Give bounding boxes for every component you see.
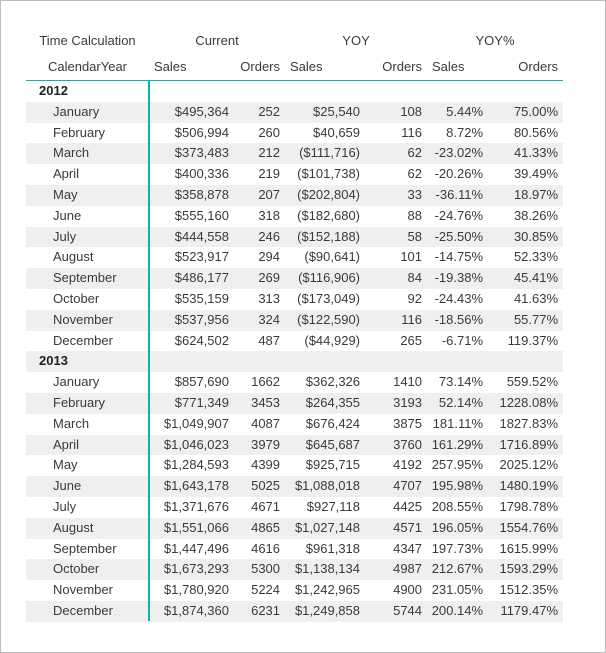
value-cell[interactable]: $1,874,360	[163, 602, 229, 618]
month-row[interactable]	[26, 518, 563, 539]
value-cell[interactable]: 1798.78%	[499, 498, 559, 514]
value-cell[interactable]: $1,284,593	[163, 457, 229, 473]
column-group-current: Current	[195, 32, 239, 48]
value-cell[interactable]: 4616	[251, 540, 281, 556]
month-row[interactable]	[26, 102, 563, 123]
value-cell[interactable]: 207	[258, 186, 281, 202]
value-cell[interactable]: $444,558	[174, 228, 229, 244]
value-cell[interactable]: 4987	[393, 561, 423, 577]
value-cell[interactable]: 3453	[251, 394, 281, 410]
month-label[interactable]: March	[53, 415, 90, 431]
value-cell[interactable]: 197.73%	[431, 540, 484, 556]
month-label[interactable]: July	[53, 228, 77, 244]
value-cell[interactable]: $495,364	[174, 103, 229, 119]
value-cell[interactable]: -18.56%	[434, 311, 484, 327]
month-label[interactable]: June	[53, 478, 82, 494]
value-cell[interactable]: 269	[258, 270, 281, 286]
value-cell[interactable]: 4865	[251, 519, 281, 535]
value-cell[interactable]: 318	[258, 207, 281, 223]
value-cell[interactable]: ($182,680)	[297, 207, 361, 223]
value-cell[interactable]: $1,447,496	[163, 540, 229, 556]
value-cell[interactable]: $857,690	[174, 374, 229, 390]
month-label[interactable]: September	[53, 540, 117, 556]
value-cell[interactable]: -25.50%	[434, 228, 484, 244]
value-cell[interactable]: 4571	[393, 519, 423, 535]
value-cell[interactable]: 75.00%	[513, 103, 559, 119]
value-cell[interactable]: $1,138,134	[294, 561, 361, 577]
column-group-yoy: YOY	[342, 32, 370, 48]
value-cell[interactable]: 260	[258, 124, 281, 140]
value-cell[interactable]: 4347	[393, 540, 423, 556]
value-cell[interactable]: 1480.19%	[499, 478, 559, 494]
value-cell[interactable]: 324	[258, 311, 281, 327]
value-cell[interactable]: $555,160	[174, 207, 229, 223]
value-cell[interactable]: -14.75%	[434, 249, 484, 265]
value-cell[interactable]: 1615.99%	[499, 540, 559, 556]
month-label[interactable]: April	[53, 436, 80, 452]
value-cell[interactable]: 101	[400, 249, 423, 265]
month-row[interactable]	[26, 455, 563, 476]
month-row[interactable]	[26, 164, 563, 185]
value-cell[interactable]: $645,687	[305, 436, 361, 452]
value-cell[interactable]: 5.44%	[446, 103, 484, 119]
value-cell[interactable]: 41.33%	[513, 145, 559, 161]
month-row[interactable]	[26, 580, 563, 601]
header-current-orders[interactable]: Orders	[234, 53, 285, 81]
year-row[interactable]	[26, 81, 563, 102]
value-cell[interactable]: ($173,049)	[297, 290, 361, 306]
month-row[interactable]	[26, 476, 563, 497]
value-cell[interactable]: 4900	[393, 582, 423, 598]
value-cell[interactable]: 208.55%	[431, 498, 484, 514]
month-row[interactable]	[26, 185, 563, 206]
value-cell[interactable]: $537,956	[174, 311, 229, 327]
value-cell[interactable]: ($101,738)	[297, 166, 361, 182]
month-row[interactable]	[26, 559, 563, 580]
value-cell[interactable]: 30.85%	[513, 228, 559, 244]
value-cell[interactable]: 116	[401, 311, 423, 327]
value-cell[interactable]: 58	[407, 228, 423, 244]
value-cell[interactable]: 18.97%	[513, 186, 559, 202]
year-label[interactable]: 2012	[39, 83, 68, 98]
header-yoy-sales[interactable]: Sales	[285, 53, 365, 81]
month-label[interactable]: December	[53, 332, 113, 348]
row-field-header-time-calculation[interactable]: Time Calculation	[39, 32, 136, 48]
value-cell[interactable]: 313	[258, 290, 281, 306]
value-cell[interactable]: 41.63%	[513, 290, 559, 306]
value-cell[interactable]: 62	[407, 166, 423, 182]
value-cell[interactable]: 200.14%	[431, 602, 484, 618]
value-cell[interactable]: 231.05%	[431, 582, 484, 598]
value-cell[interactable]: 3979	[251, 436, 281, 452]
value-cell[interactable]: -24.43%	[434, 290, 484, 306]
value-cell[interactable]: 52.14%	[438, 394, 484, 410]
value-cell[interactable]: ($202,804)	[297, 186, 361, 202]
value-cell[interactable]: ($44,929)	[304, 332, 361, 348]
value-cell[interactable]: 2025.12%	[499, 457, 559, 473]
month-label[interactable]: June	[53, 207, 82, 223]
value-cell[interactable]: 3875	[393, 415, 423, 431]
month-label[interactable]: November	[53, 582, 113, 598]
value-cell[interactable]: $1,371,676	[163, 498, 229, 514]
header-current-sales[interactable]: Sales	[149, 53, 234, 81]
value-cell[interactable]: $624,502	[174, 332, 229, 348]
month-label[interactable]: September	[53, 270, 117, 286]
month-label[interactable]: December	[53, 602, 113, 618]
value-cell[interactable]: ($111,716)	[299, 145, 361, 161]
value-cell[interactable]: 52.33%	[513, 249, 559, 265]
month-label[interactable]: January	[53, 103, 100, 119]
month-row[interactable]	[26, 227, 563, 248]
value-cell[interactable]: $1,551,066	[163, 519, 229, 535]
value-cell[interactable]: 4707	[393, 478, 423, 494]
value-cell[interactable]: 265	[400, 332, 423, 348]
value-cell[interactable]: $486,177	[174, 270, 229, 286]
row-field-header-calendaryear[interactable]: CalendarYear	[26, 53, 149, 81]
header-yoy-orders[interactable]: Orders	[365, 53, 427, 81]
value-cell[interactable]: 33	[407, 186, 423, 202]
month-row[interactable]	[26, 393, 563, 414]
month-row[interactable]	[26, 435, 563, 456]
value-cell[interactable]: $961,318	[305, 540, 361, 556]
value-cell[interactable]: $676,424	[305, 415, 361, 431]
value-cell[interactable]: $1,673,293	[163, 561, 229, 577]
value-cell[interactable]: 487	[258, 332, 281, 348]
month-label[interactable]: July	[53, 498, 77, 514]
value-cell[interactable]: 84	[407, 270, 423, 286]
month-row[interactable]	[26, 601, 563, 622]
value-cell[interactable]: $506,994	[174, 124, 229, 140]
month-row[interactable]	[26, 247, 563, 268]
value-cell[interactable]: 4087	[251, 415, 281, 431]
month-row[interactable]	[26, 206, 563, 227]
value-cell[interactable]: 212	[258, 145, 281, 161]
measure-header-row	[26, 53, 563, 81]
year-row[interactable]	[26, 351, 563, 372]
value-cell[interactable]: 55.77%	[513, 311, 559, 327]
month-row[interactable]	[26, 331, 563, 352]
value-cell[interactable]: 294	[258, 249, 281, 265]
value-cell[interactable]: 161.29%	[431, 436, 484, 452]
header-yoy-pct-sales[interactable]: Sales	[427, 53, 488, 81]
value-cell[interactable]: 252	[258, 103, 281, 119]
value-cell[interactable]: 1827.83%	[499, 415, 559, 431]
month-row[interactable]	[26, 123, 563, 144]
value-cell[interactable]: $535,159	[174, 290, 229, 306]
value-cell[interactable]: 5300	[251, 561, 281, 577]
value-cell[interactable]: 1512.35%	[499, 582, 559, 598]
value-cell[interactable]: -23.02%	[434, 145, 484, 161]
value-cell[interactable]: $373,483	[174, 145, 229, 161]
value-cell[interactable]: 38.26%	[513, 207, 559, 223]
value-cell[interactable]: ($152,188)	[297, 228, 361, 244]
value-cell[interactable]: 39.49%	[513, 166, 559, 182]
value-cell[interactable]: $1,242,965	[294, 582, 361, 598]
value-cell[interactable]: $1,249,858	[294, 602, 361, 618]
value-cell[interactable]: $25,540	[313, 103, 361, 119]
value-cell[interactable]: 119.37%	[507, 332, 559, 348]
value-cell[interactable]: 3760	[393, 436, 423, 452]
value-cell[interactable]: 3193	[393, 394, 423, 410]
month-label[interactable]: May	[53, 457, 78, 473]
month-row[interactable]	[26, 289, 563, 310]
value-cell[interactable]: 181.11%	[432, 415, 484, 431]
month-label[interactable]: October	[53, 561, 100, 577]
month-label[interactable]: February	[53, 124, 106, 140]
value-cell[interactable]: 5744	[393, 602, 423, 618]
month-row[interactable]	[26, 539, 563, 560]
value-cell[interactable]: 196.05%	[431, 519, 484, 535]
value-cell[interactable]: 212.67%	[431, 561, 484, 577]
month-label[interactable]: August	[53, 249, 94, 265]
value-cell[interactable]: $925,715	[305, 457, 361, 473]
year-label[interactable]: 2013	[39, 353, 68, 369]
value-cell[interactable]: 1593.29%	[499, 561, 559, 577]
value-cell[interactable]: -24.76%	[434, 207, 484, 223]
month-label[interactable]: November	[53, 311, 113, 327]
month-label[interactable]: March	[53, 145, 90, 161]
column-group-yoy-pct: YOY%	[475, 32, 515, 48]
value-cell[interactable]: 5025	[251, 478, 281, 494]
value-cell[interactable]: 45.41%	[513, 270, 559, 286]
value-cell[interactable]: $264,355	[305, 394, 361, 410]
value-cell[interactable]: 1410	[393, 374, 423, 390]
month-row[interactable]	[26, 372, 563, 393]
value-cell[interactable]: 8.72%	[446, 124, 484, 140]
value-cell[interactable]: 73.14%	[438, 374, 484, 390]
month-label[interactable]: October	[53, 290, 100, 306]
value-cell[interactable]: ($122,590)	[297, 311, 361, 327]
value-cell[interactable]: -19.38%	[434, 270, 484, 286]
month-label[interactable]: January	[53, 374, 100, 390]
value-cell[interactable]: 80.56%	[513, 124, 559, 140]
value-cell[interactable]: 92	[407, 290, 423, 306]
value-cell[interactable]: $927,118	[306, 498, 361, 514]
value-cell[interactable]: 4399	[251, 457, 281, 473]
value-cell[interactable]: 1554.76%	[499, 519, 559, 535]
value-cell[interactable]: 559.52%	[506, 374, 559, 390]
value-cell[interactable]: $40,659	[313, 124, 361, 140]
value-cell[interactable]: $358,878	[174, 186, 229, 202]
value-cell[interactable]: 219	[258, 166, 281, 182]
value-cell[interactable]: 257.95%	[431, 457, 484, 473]
month-row[interactable]	[26, 143, 563, 164]
month-row[interactable]	[26, 268, 563, 289]
value-cell[interactable]: $771,349	[174, 394, 229, 410]
value-cell[interactable]: 1662	[251, 374, 281, 390]
month-label[interactable]: April	[53, 166, 80, 182]
value-cell[interactable]: -20.26%	[434, 166, 484, 182]
value-cell[interactable]: 108	[400, 103, 423, 119]
value-cell[interactable]: -6.71%	[441, 332, 484, 348]
value-cell[interactable]: ($90,641)	[304, 249, 361, 265]
value-cell[interactable]: $400,336	[174, 166, 229, 182]
value-cell[interactable]: $1,049,907	[163, 415, 229, 431]
value-cell[interactable]: 246	[258, 228, 281, 244]
value-cell[interactable]: $1,780,920	[163, 582, 229, 598]
value-cell[interactable]: 4425	[393, 498, 423, 514]
month-row[interactable]	[26, 310, 563, 331]
value-cell[interactable]: 116	[401, 124, 423, 140]
month-label[interactable]: May	[53, 186, 78, 202]
value-cell[interactable]: 5224	[251, 582, 281, 598]
value-cell[interactable]: $362,326	[305, 374, 361, 390]
value-cell[interactable]: 195.98%	[431, 478, 484, 494]
value-cell[interactable]: 1716.89%	[499, 436, 559, 452]
value-cell[interactable]: $1,643,178	[163, 478, 229, 494]
value-cell[interactable]: $1,046,023	[163, 436, 229, 452]
value-cell[interactable]: 62	[407, 145, 423, 161]
value-cell[interactable]: $1,088,018	[294, 478, 361, 494]
value-cell[interactable]: 88	[407, 207, 423, 223]
value-cell[interactable]: 1179.47%	[500, 602, 559, 618]
value-cell[interactable]: $1,027,148	[294, 519, 361, 535]
header-yoy-pct-orders[interactable]: Orders	[488, 53, 563, 81]
table-body	[26, 81, 563, 622]
column-group-header-row	[26, 27, 563, 53]
matrix-table	[26, 27, 563, 622]
value-cell[interactable]: 4192	[393, 457, 423, 473]
value-cell[interactable]: $523,917	[174, 249, 229, 265]
month-label[interactable]: February	[53, 394, 106, 410]
value-cell[interactable]: 4671	[251, 498, 281, 514]
month-row[interactable]	[26, 497, 563, 518]
value-cell[interactable]: 1228.08%	[499, 394, 559, 410]
value-cell[interactable]: ($116,906)	[298, 270, 361, 286]
month-label[interactable]: August	[53, 519, 94, 535]
value-cell[interactable]: 6231	[251, 602, 281, 618]
month-row[interactable]	[26, 414, 563, 435]
value-cell[interactable]: -36.11%	[435, 186, 484, 202]
